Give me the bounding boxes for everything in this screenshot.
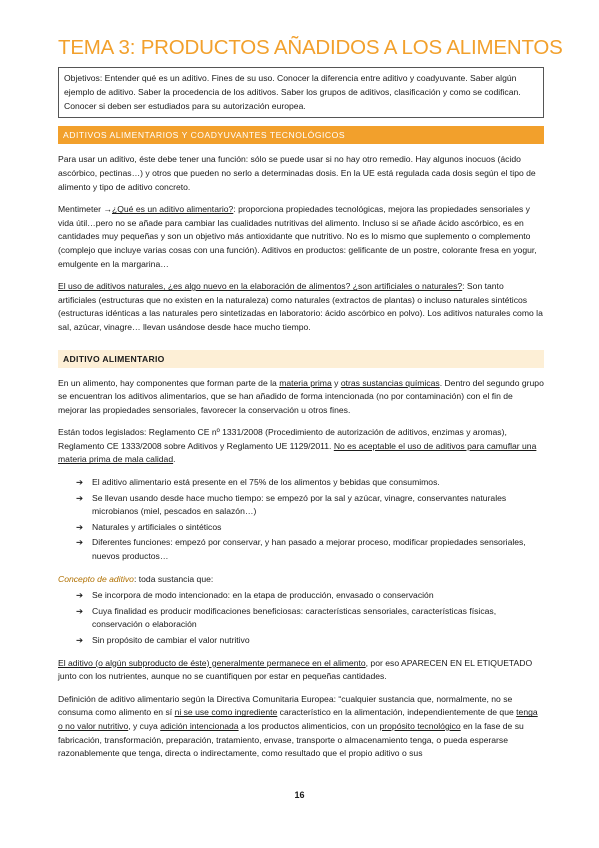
- paragraph-concepto: [58, 573, 544, 587]
- sustancias-quimicas-term: otras sustancias químicas: [340, 377, 440, 388]
- text-span: Están todos legislados: Reglamento CE nº 1331/2008 (Procedimiento de autorización de aditivos, enzimas y aromas), Reglamento CE 1333/2008 sobre Aditivos y Reglamento UE 1129/2011.: [58, 427, 507, 451]
- materia-prima-term: materia prima: [279, 377, 332, 388]
- concepto-label: Concepto de aditivo: [58, 573, 134, 584]
- paragraph-mentimeter: [58, 203, 544, 271]
- arrow-icon: ➔: [76, 537, 84, 548]
- text-span: y: [331, 377, 341, 388]
- section-heading-aditivo-alimentario: ADITIVO ALIMENTARIO: [58, 350, 544, 368]
- list-item: [76, 589, 544, 603]
- list-item: [76, 605, 544, 632]
- text-span: a los productos alimenticios, con un: [238, 720, 380, 731]
- list-item: [76, 536, 544, 563]
- list-item-text: Se llevan usando desde hace mucho tiempo: se empezó por la sal y azúcar, vinagre, conservantes naturales microbianos (miel, pescados en salazón…): [92, 492, 507, 517]
- page-title: TEMA 3: PRODUCTOS AÑADIDOS A LOS ALIMENTOS: [58, 36, 563, 59]
- list-item-text: Naturales y artificiales o sintéticos: [92, 521, 222, 532]
- text-span: característico en la alimentación, independientemente de que: [277, 707, 517, 718]
- document-page: [58, 36, 563, 770]
- list-item: [76, 521, 544, 535]
- adicion-intencionada-term: adición intencionada: [160, 720, 239, 731]
- text-span: En un alimento, hay componentes que forman parte de la: [58, 377, 280, 388]
- paragraph-funcion: Para usar un aditivo, éste debe tener una función: sólo se puede usar si no hay otro remedio. Hay algunos inocuos (ácido ascórbico, pectinas…) y otros que pueden no serlo a determinadas dosis. En la UE está regulada cada dosis según el tipo de alimento y tipo de aditivo concreto.: [58, 154, 536, 192]
- objectives-box: Objetivos: Entender qué es un aditivo. Fines de su uso. Conocer la diferencia entre aditivo y coadyuvante. Saber algún ejemplo de aditivo. Saber la procedencia de los aditivos. Saber los grupos de aditivos, clasificación y como se codifican. Conocer si deben ser estudiados para su autorización europea.: [58, 67, 544, 118]
- list-item: [76, 492, 544, 519]
- list-item-text: Diferentes funciones: empezó por conservar, y han pasado a mejorar proceso, modificar propiedades sensoriales, nuevos productos…: [92, 537, 526, 562]
- text-span: Definición de aditivo alimentario según la Directiva Comunitaria Europea: “cualquier sustancia que, normalmente, no se consuma como alimento en sí: [58, 693, 513, 718]
- section-heading-aditivos-coadyuvantes: ADITIVOS ALIMENTARIOS Y COADYUVANTES TECNOLÓGICOS: [58, 126, 544, 144]
- arrow-icon: ➔: [76, 635, 84, 646]
- valor-nutritivo-term: tenga o no valor nutritivo: [58, 707, 538, 731]
- permanece-statement: El aditivo (o algún subproducto de éste) generalmente permanece en el alimento: [58, 657, 366, 668]
- list-item-text: Se incorpora de modo intencionado: en la etapa de producción, envasado o conservación: [92, 590, 434, 601]
- arrow-icon: ➔: [76, 605, 84, 616]
- paragraph-componentes: [58, 377, 544, 418]
- paragraph-aditivos-naturales: [58, 280, 544, 334]
- page-number: 16: [294, 790, 305, 800]
- mentimeter-label: Mentimeter: [58, 204, 104, 215]
- answer-text: : Son tanto artificiales (estructuras que no existen en la naturaleza) como naturales (extractos de plantas) o incluso naturales sintéticos (estructuras idénticas a las naturales pero sintetizadas en laboratorio: ácido ascórbico en polvo). Los aditivos naturales como la sal, azúcar, vinagre… llevan usándose desde hace mucho tiempo.: [58, 281, 543, 332]
- answer-text: : proporciona propiedades tecnológicas, mejora las propiedades sensoriales y vida útil…pero no se añade para cambiar las cualidades nutritivas del alimento. Incluso si se añade ácido ascórbico, es en cantidades muy pequeñas y son un objetivo más antioxidante que nutritivo. No es lo mismo que suplemento o complemento (complejo que incluye varias cosas con una función). Aditivos en productos: gelificante de un postre, colorante fresa en yogur, emulgente en la margarina…: [58, 204, 537, 269]
- text-span: , y cuya: [128, 720, 161, 731]
- text-span: . Dentro del segundo grupo se encuentran los aditivos alimentarios, que se han añadido de forma intencionada (no por contaminación) con el fin de mejorar las propiedades sensoriales, favorecer la conservación u otros fines.: [58, 377, 544, 415]
- paragraph-etiquetado: [58, 657, 544, 684]
- list-item-text: El aditivo alimentario está presente en el 75% de los alimentos y bebidas que consumimos.: [92, 477, 440, 488]
- list-item: [76, 476, 544, 490]
- text-span: en la fase de su fabricación, transformación, preparación, tratamiento, envase, transporte o almacenamiento tenga, o pueda esperarse razonablemente que tenga, directa o indirectamente, como resultado que el propio aditivo o sus: [58, 720, 524, 759]
- text-span: : toda sustancia que:: [133, 573, 214, 584]
- arrow-icon: ➔: [76, 521, 84, 532]
- bullet-list-aditivo: [58, 476, 544, 564]
- text-span: .: [173, 454, 176, 465]
- list-item-text: Cuya finalidad es producir modificaciones beneficiosas: características sensoriales, características físicas, conservación o elaboración: [92, 605, 497, 630]
- arrow-icon: ➔: [76, 590, 84, 601]
- paragraph-definicion: [58, 693, 544, 761]
- ni-ingrediente-term: ni se use como ingrediente: [174, 707, 278, 718]
- arrow-icon: →: [103, 204, 112, 215]
- arrow-icon: ➔: [76, 477, 84, 488]
- text-span: , por eso APARECEN EN EL ETIQUETADO junto con los nutrientes, aunque no se cuantifiquen por estar en pequeñas cantidades.: [58, 657, 533, 682]
- no-aceptable-statement: No es aceptable el uso de aditivos para camuflar una materia prima de mala calidad: [58, 440, 537, 465]
- question-aditivos-naturales: El uso de aditivos naturales, ¿es algo nuevo en la elaboración de alimentos? ¿son artificiales o naturales?: [58, 281, 463, 292]
- list-item: [76, 634, 544, 648]
- paragraph-legislacion: [58, 426, 544, 467]
- list-item-text: Sin propósito de cambiar el valor nutritivo: [92, 635, 250, 646]
- question-que-es-aditivo: ¿Qué es un aditivo alimentario?: [111, 204, 234, 215]
- proposito-tecnologico-term: propósito tecnológico: [379, 720, 461, 731]
- bullet-list-concepto: [58, 589, 544, 647]
- arrow-icon: ➔: [76, 492, 84, 503]
